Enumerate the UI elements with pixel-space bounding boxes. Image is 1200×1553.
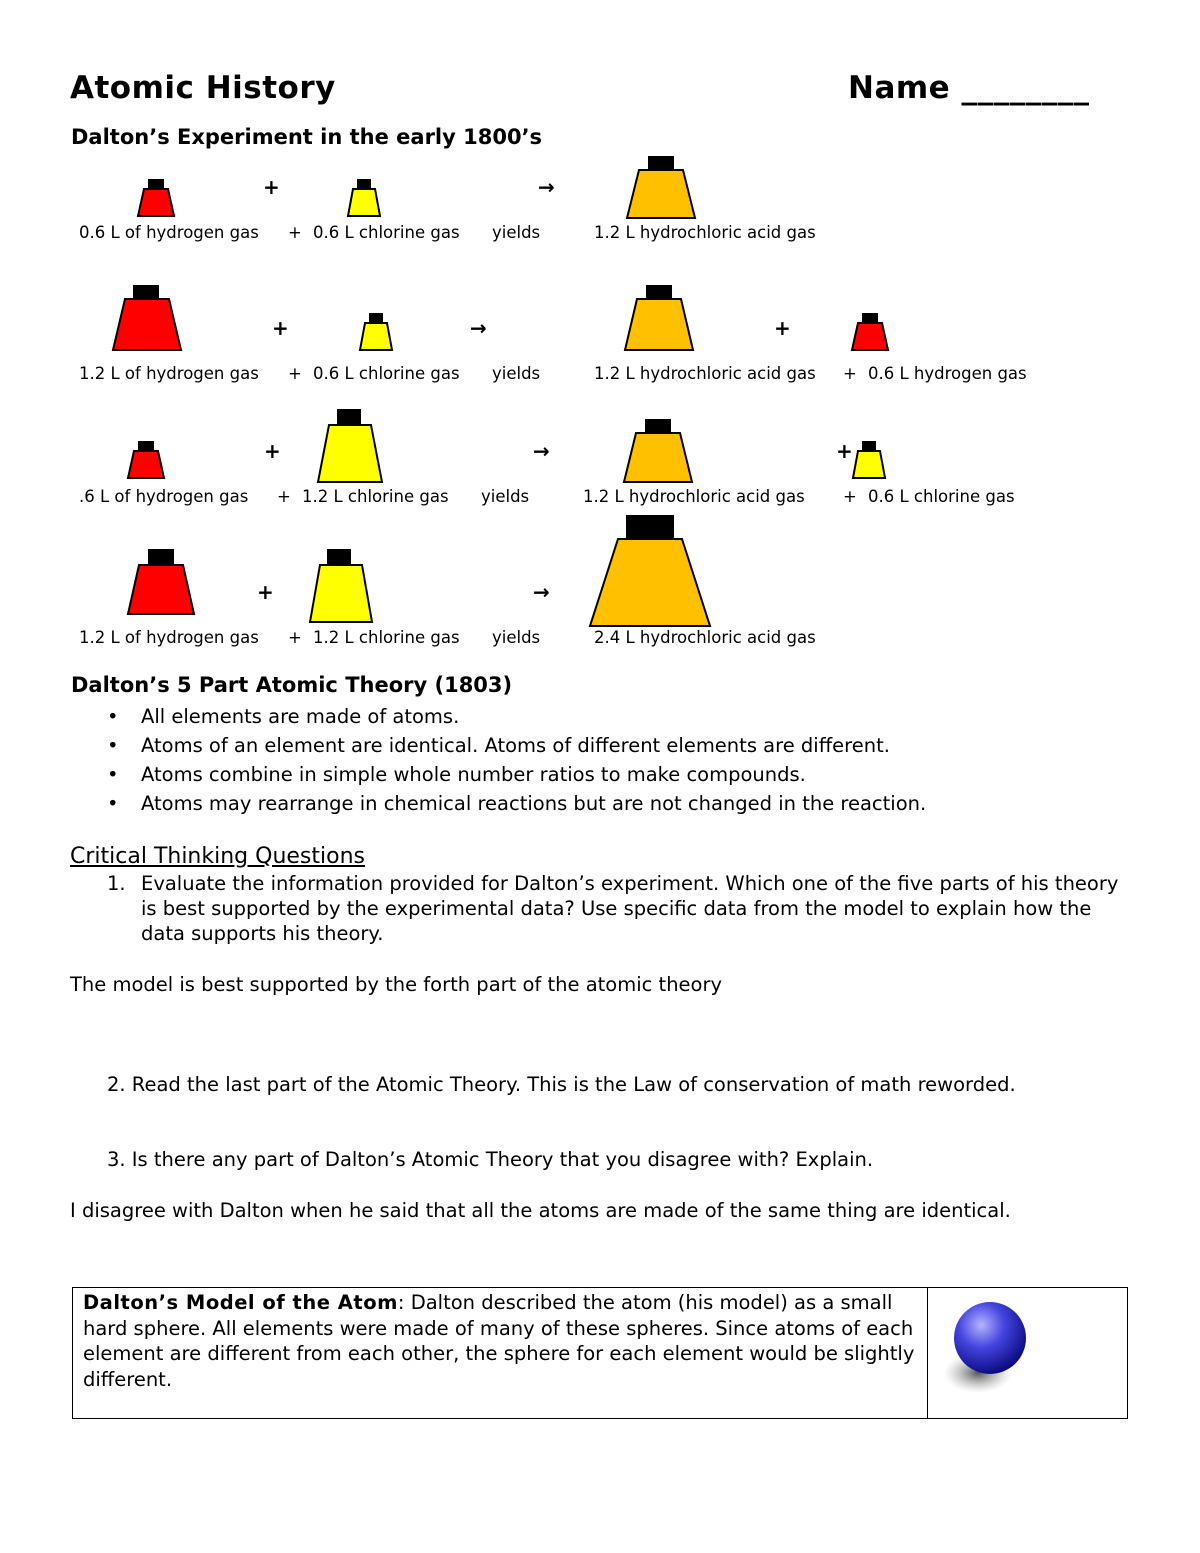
plus-sign: + [257,580,274,604]
plus-caption: + [843,364,857,383]
plus-sign: + [272,316,289,340]
chlorine-flask-medium [316,408,384,484]
excess-caption: 0.6 L chlorine gas [868,487,1015,506]
theory-heading: Dalton’s 5 Part Atomic Theory (1803) [71,673,513,697]
product-caption: 1.2 L hydrochloric acid gas [594,364,816,383]
hydrogen-flask-small [136,178,176,218]
reactant-b-caption: 1.2 L chlorine gas [313,628,460,647]
dalton-model-box [72,1287,1128,1419]
plus-caption: + [288,223,302,242]
yields-arrow: → [533,439,550,463]
plus-caption: + [288,628,302,647]
plus-sign: + [264,439,281,463]
reactant-b-caption: 0.6 L chlorine gas [313,223,460,242]
hydrogen-flask-medium [126,548,196,616]
plus-caption: + [277,487,291,506]
name-field-label: Name ________ [848,70,1090,106]
yields-arrow: → [538,175,555,199]
model-text: : Dalton described the atom (his model) as a small hard sphere. All elements were made of many of these spheres. Since atoms of each element are different from each other, the sphere for each element would be slightly different. [83,1291,915,1391]
experiment-heading: Dalton’s Experiment in the early 1800’s [71,125,543,149]
yields-arrow: → [470,316,487,340]
atom-sphere-image [938,1298,1038,1398]
hcl-flask-large [588,514,712,628]
list-item: • All elements are made of atoms. [107,702,926,731]
chlorine-flask-small [851,440,887,480]
chlorine-flask-medium [308,548,374,624]
reactant-b-caption: 0.6 L chlorine gas [313,364,460,383]
table-divider [927,1288,928,1418]
answer-1: The model is best supported by the forth part of the atomic theory [70,973,723,996]
question-number: 1. [107,872,126,895]
yields-arrow: → [533,580,550,604]
list-item: • Atoms combine in simple whole number ratios to make compounds. [107,760,926,789]
model-description [83,1290,918,1392]
questions-heading: Critical Thinking Questions [70,844,365,869]
hydrogen-flask-small [126,440,166,480]
hcl-flask-medium [622,418,694,484]
list-item: • Atoms may rearrange in chemical reactions but are not changed in the reaction. [107,789,926,818]
plus-caption: + [843,487,857,506]
question-1 [107,871,1137,946]
yields-caption: yields [492,628,541,647]
sphere [954,1302,1026,1374]
model-label: Dalton’s Model of the Atom [83,1291,398,1314]
question-3: 3. Is there any part of Dalton’s Atomic Theory that you disagree with? Explain. [107,1148,874,1171]
yields-caption: yields [492,223,541,242]
hcl-flask-medium [623,284,695,352]
reactant-a-caption: 1.2 L of hydrogen gas [79,364,259,383]
hydrogen-flask-medium [111,284,183,352]
reactant-a-caption: 0.6 L of hydrogen gas [79,223,259,242]
product-caption: 1.2 L hydrochloric acid gas [583,487,805,506]
question-text: Evaluate the information provided for Dalton’s experiment. Which one of the five parts of his theory is best supported by the experimental data? Use specific data from the model to explain how the data supports his theory. [141,872,1119,945]
yields-caption: yields [492,364,541,383]
chlorine-flask-small [346,178,382,218]
reactant-a-caption: 1.2 L of hydrogen gas [79,628,259,647]
chlorine-flask-small [358,312,394,352]
hcl-flask-medium [625,155,697,220]
question-2: 2. Read the last part of the Atomic Theory. This is the Law of conservation of math reworded. [107,1073,1016,1096]
product-caption: 2.4 L hydrochloric acid gas [594,628,816,647]
page-title: Atomic History [70,70,336,106]
answer-3: I disagree with Dalton when he said that all the atoms are made of the same thing are identical. [70,1199,1011,1222]
product-caption: 1.2 L hydrochloric acid gas [594,223,816,242]
plus-sign: + [836,439,853,463]
reactant-a-caption: .6 L of hydrogen gas [79,487,249,506]
plus-caption: + [288,364,302,383]
hydrogen-flask-small [850,312,890,352]
plus-sign: + [263,175,280,199]
excess-caption: 0.6 L hydrogen gas [868,364,1027,383]
reactant-b-caption: 1.2 L chlorine gas [302,487,449,506]
list-item: • Atoms of an element are identical. Atoms of different elements are different. [107,731,926,760]
theory-list [107,702,926,818]
yields-caption: yields [481,487,530,506]
plus-sign: + [774,316,791,340]
